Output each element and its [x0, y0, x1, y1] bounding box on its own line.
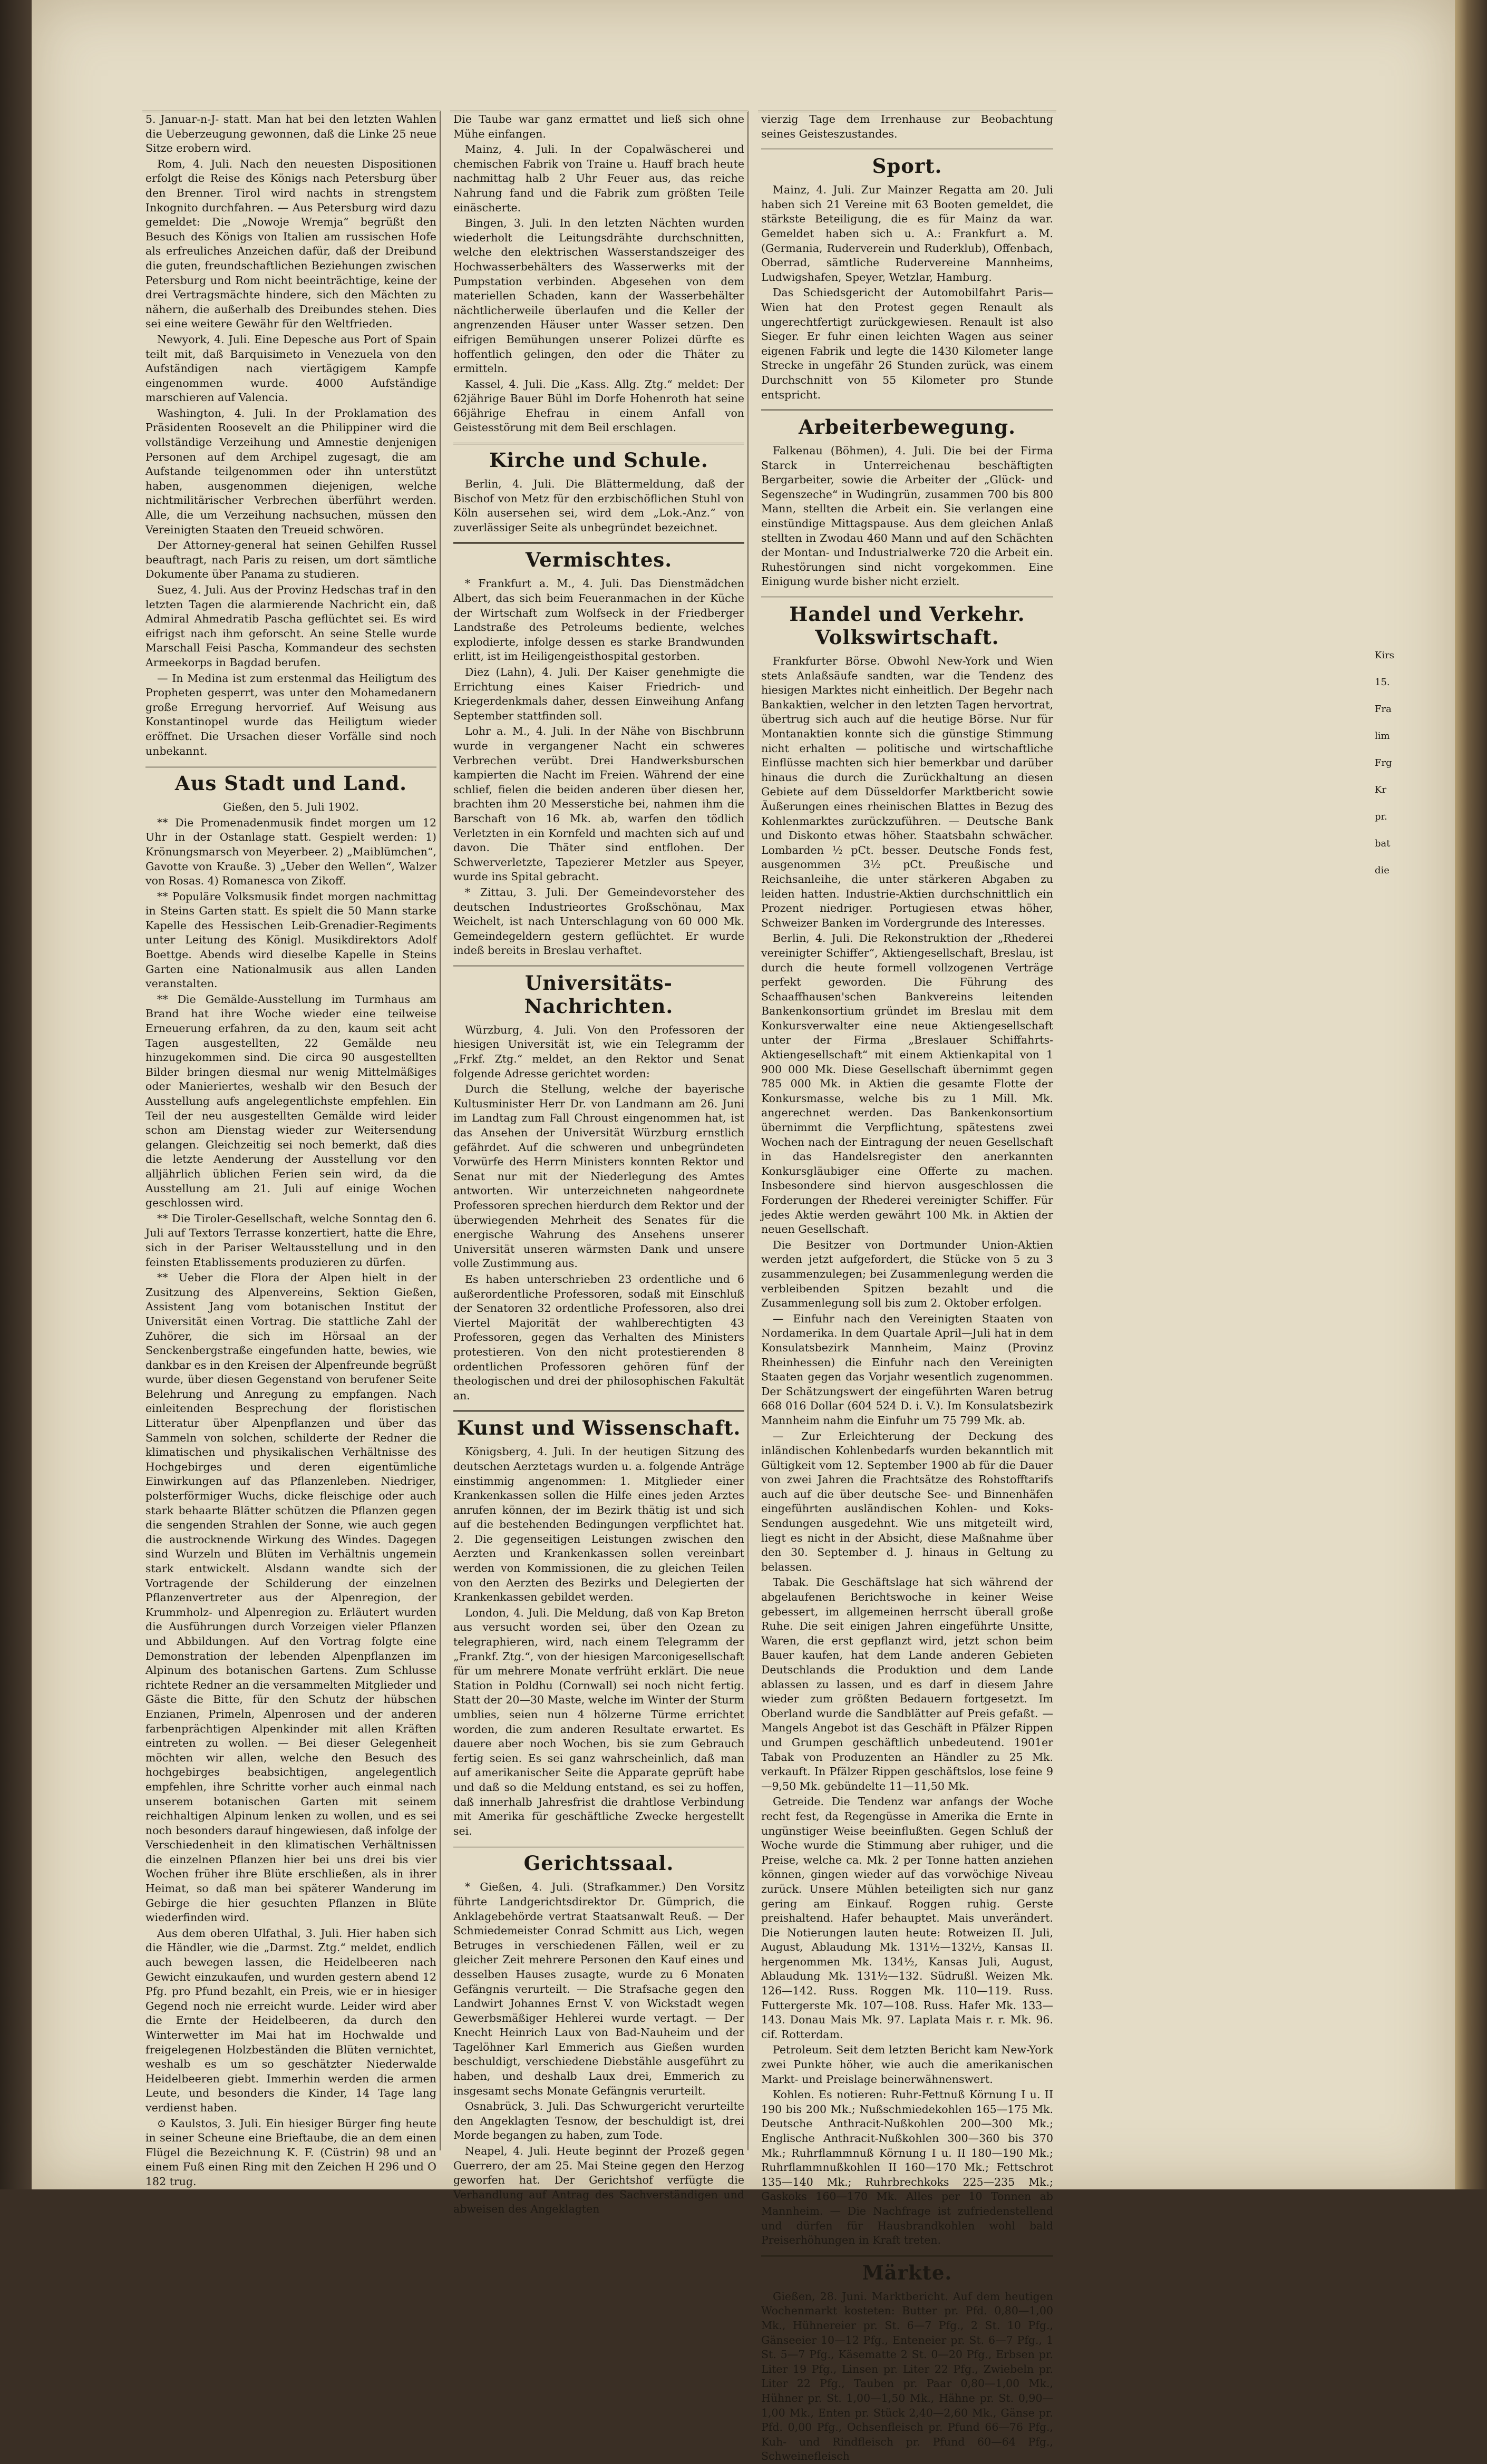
article-paragraph: Aus dem oberen Ulfathal, 3. Juli. Hier haben sich die Händler, wie die „Darmst. Ztg.“ meldet, endlich auch bewegen lassen, die Heidelbeeren nach Gewicht einzukaufen, und wurden gestern abend 12 Pfg. pro Pfund bezahlt, ein Preis, wie er in hiesiger Gegend noch nie erreicht wurde. Leider wird aber die Ernte der Heidelbeeren, da durch den Winterwetter im Mai hat im Hochwalde und freigelegenen Holzbeständen die Blüten vernichtet, weshalb es um so geschätzter Niederwalde Heidelbeeren giebt. Immerhin werden die armen Leute, und besonders die Kinder, 14 Tage lang verdienst haben. [145, 1926, 436, 2114]
article-paragraph: Königsberg, 4. Juli. In der heutigen Sitzung des deutschen Aerztetags wurden u. a. folgende Anträge einstimmig angenommen: 1. Mitglieder einer Krankenkassen sollen die Hilfe eines jeden Arztes anrufen können, der im Bezirk thätig ist und sich auf die bestehenden Bedingungen verpflichtet hat. 2. Die gegenseitigen Leistungen zwischen den Aerzten und Krankenkassen sollen vereinbart werden von Kommissionen, die zu gleichen Teilen von den Aerzten des Bezirks und Delegierten der Krankenkassen gebildet werden. [453, 1445, 744, 1604]
article-paragraph: Diez (Lahn), 4. Juli. Der Kaiser genehmigte die Errichtung eines Kaiser Friedrich- und Kriegerdenkmals daher, dessen Einweihung Anfang September stattfinden soll. [453, 666, 744, 722]
article-paragraph: Frankfurter Börse. Obwohl New-York und Wien stets Anlaßsäufe sandten, war die Tendenz des hiesigen Marktes nicht einheitlich. Der Begehr nach Bankaktien, welcher in den letzten Tagen hervortrat, übertrug sich auch auf die heutige Börse. Nur für Montanaktien konnte sich die günstige Stimmung nicht erhalten — politische und wirtschaftliche Einflüsse machten sich hier bemerkbar und darüber hinaus die durch die Zurückhaltung an diesen Gebiete auf dem Düsseldorfer Marktbericht sowie Äußerungen eines rheinischen Blattes in Bezug des Kohlenmarktes zurückzuführen. — Deutsche Bank und Diskonto etwas höher. Staatsbahn schwächer. Lombarden ½ pCt. besser. Deutsche Fonds fest, ausgenommen 3½ pCt. Preußische und Reichsanleihe, die unter stärkeren Abgaben zu leiden hatten. Industrie-Aktien durchschnittlich ein Prozent niedriger. Portugiesen etwas höher, Schweizer Banken im Vordergrunde des Interesses. [761, 655, 1053, 929]
dateline: Gießen, den 5. Juli 1902. [223, 801, 359, 814]
column-2 [450, 111, 749, 2216]
article-paragraph: — In Medina ist zum erstenmal das Heiligtum des Propheten gesperrt, was unter den Mohamedanern große Erregung hervorrief. Auf Weisung aus Konstantinopel wurde das Heiligtum wieder eröffnet. Die Ursachen dieser Vorfälle sind noch unbekannt. [145, 671, 436, 757]
article-paragraph: Berlin, 4. Juli. Die Blättermeldung, daß der Bischof von Metz für den erzbischöflichen Stuhl von Köln ausersehen sei, wird dem „Lok.-Anz.“ von zuverlässiger Seite als unbegründet bezeichnet. [453, 478, 744, 534]
article-paragraph: Tabak. Die Geschäftslage hat sich während der abgelaufenen Berichtswoche in keiner Weise gebessert, im allgemeinen herrscht überall große Ruhe. Die seit einigen Jahren eingeführte Unsitte, Waren, die erst gepflanzt wird, jetzt schon beim Bauer kaufen, hat dem Lande anderen Gebieten Deutschlands die Produktion und dem Lande ablassen zu lassen, und es darf in diesem Jahre wieder zum größten Bedauern fortgesetzt. Im Oberland wurde die Sandblätter auf Preis gefaßt. — Mangels Angebot ist das Geschäft in Pfälzer Rippen und Grumpen geschäftlich unbedeutend. 1901er Tabak von Produzenten an Händler zu 25 Mk. verkauft. In Pfälzer Rippen geschäftslos, lose feine 9—9,50 Mk. gebündelte 11—11,50 Mk. [761, 1576, 1053, 1793]
article-paragraph: — Einfuhr nach den Vereinigten Staaten von Nordamerika. In dem Quartale April—Juli hat in dem Konsulatsbezirk Mannheim, Mainz (Provinz Rheinhessen) die Einfuhr nach den Vereinigten Staaten gegen das Vorjahr wesentlich zugenommen. Der Schätzungswert der eingeführten Waren betrug 668 016 Dollar (604 524 D. i. V.). Im Konsulatsbezirk Mannheim nahm die Einfuhr um 75 799 Mk. ab. [761, 1312, 1053, 1427]
fragment-text: Frg [1375, 757, 1392, 768]
article-paragraph: * Frankfurt a. M., 4. Juli. Das Dienstmädchen Albert, das sich beim Feueranmachen in der Küche der Wirtschaft zum Wolfseck in der Friedberger Landstraße des Petroleums bediente, welches explodierte, infolge dessen es starke Brandwunden erlitt, ist im Heiligengeisthospital gestorben. [453, 577, 744, 663]
fragment-text: lim [1375, 731, 1390, 742]
article-paragraph: Mainz, 4. Juli. Zur Mainzer Regatta am 20. Juli haben sich 21 Vereine mit 63 Booten gemeldet, die stärkste Beteiligung, die es für Mainz da war. Gemeldet haben sich u. A.: Frankfurt a. M. (Germania, Ruderverein und Ruderklub), Offenbach, Oberrad, sämtliche Rudervereine Mannheims, Ludwigshafen, Speyer, Wetzlar, Hamburg. [761, 183, 1053, 284]
article-paragraph: ** Die Promenadenmusik findet morgen um 12 Uhr in der Ostanlage statt. Gespielt werden: 1) Krönungsmarsch von Meyerbeer. 2) „Maiblümchen“, Gavotte von Krauße. 3) „Ueber den Wellen“, Walzer von Rosas. 4) Romanesca von Zikoff. [145, 816, 436, 888]
article-paragraph: Rom, 4. Juli. Nach den neuesten Dispositionen erfolgt die Reise des Königs nach Petersburg über den Brenner. Tirol wird nachts in strengstem Inkognito durchfahren. — Aus Petersburg wird dazu gemeldet: Die „Nowoje Wremja“ begrüßt den Besuch des Königs von Italien am russischen Hofe als erfreuliches Anzeichen dafür, daß der Dreibund die guten, freundschaftlichen Beziehungen zwischen Petersburg und Rom nicht beeinträchtige, keine der drei Vertragsmächte hindere, sich den Mächten zu nähern, die außerhalb des Dreibundes stehen. Dies sei eine weitere Gewähr für den Weltfrieden. [145, 157, 436, 330]
fragment-text: die [1375, 865, 1389, 876]
next-page-fragments [1375, 648, 1406, 878]
article-paragraph: Osnabrück, 3. Juli. Das Schwurgericht verurteilte den Angeklagten Tesnow, der beschuldigt ist, drei Morde begangen zu haben, zum Tode. [453, 2100, 744, 2142]
article-paragraph: Würzburg, 4. Juli. Von den Professoren der hiesigen Universität ist, wie ein Telegramm der „Frkf. Ztg.“ meldet, an den Rektor und Senat folgende Adresse gerichtet worden: [453, 1023, 744, 1080]
article-paragraph: Newyork, 4. Juli. Eine Depesche aus Port of Spain teilt mit, daß Barquisimeto in Venezuela von den Aufständigen nach viertägigem Kampfe eingenommen wurde. 4000 Aufständige marschieren auf Valencia. [145, 333, 436, 404]
fragment-text: Kirs [1375, 650, 1395, 661]
article-paragraph: Der Attorney-general hat seinen Gehilfen Russel beauftragt, nach Paris zu reisen, um dort sämtliche Dokumente über Panama zu studieren. [145, 539, 436, 581]
binding-edge-left [0, 0, 32, 2189]
article-paragraph: — Zur Erleichterung der Deckung des inländischen Kohlenbedarfs wurden bekanntlich mit Gültigkeit vom 12. September 1900 ab für die Dauer von zwei Jahren die Frachtsätze des Rohstofftarifs auch auf die über deutsche See- und Binnenhäfen eingeführten ausländischen Kohlen- und Koks-Sendungen ausgedehnt. Wie uns mitgeteilt wird, liegt es nicht in der Absicht, diese Maßnahme über den 30. September d. J. hinaus in Geltung zu belassen. [761, 1429, 1053, 1573]
article-paragraph: * Gießen, 4. Juli. (Strafkammer.) Den Vorsitz führte Landgerichtsdirektor Dr. Gümprich, die Anklagebehörde vertrat Staatsanwalt Reuß. — Der Schmiedemeister Conrad Schmitt aus Lich, wegen Betruges in verschiedenen Fällen, weil er zu gleicher Zeit mehrere Personen den Kauf eines und desselben Hauses zusagte, wurde zu 6 Monaten Gefängnis verurteilt. — Die Strafsache gegen den Landwirt Johannes Ernst V. von Wickstadt wegen Gewerbsmäßiger Hehlerei wurde vertagt. — Der Knecht Heinrich Laux von Bad-Nauheim und der Tagelöhner Karl Emmerich aus Gießen wurden beschuldigt, verschiedene Diebstähle ausgeführt zu haben, und deshalb Laux drei, Emmerich zu insgesamt sechs Monate Gefängnis verurteilt. [453, 1881, 744, 2097]
article-paragraph: Mainz, 4. Juli. In der Copalwäscherei und chemischen Fabrik von Traine u. Hauff brach heute nachmittag halb 2 Uhr Feuer aus, das reiche Nahrung fand und die Fabrik zum größten Teile einäscherte. [453, 143, 744, 214]
article-paragraph: Lohr a. M., 4. Juli. In der Nähe von Bischbrunn wurde in vergangener Nacht ein schweres Verbrechen verübt. Drei Handwerksburschen kampierten die Nacht im Freien. Während der eine schlief, fielen die beiden anderen über diesen her, brachten ihm 20 Messerstiche bei, nahmen ihm die Barschaft von 16 Mk. ab, warfen den tödlich Verletzten in ein Kornfeld und machten sich auf und davon. Die Thäter sind entflohen. Der Schwerverletzte, Tapezierer Metzler aus Speyer, wurde ins Spital gebracht. [453, 725, 744, 883]
section-heading-kirche-und-schule: Kirche und Schule. [453, 443, 744, 472]
fragment-text: bat [1375, 838, 1391, 849]
article-paragraph: ** Populäre Volksmusik findet morgen nachmittag in Steins Garten statt. Es spielt die 50 Mann starke Kapelle des Hessischen Leib-Grenadier-Regiments unter Leitung des Königl. Musikdirektors Adolf Boettge. Abends wird dieselbe Kapelle in Steins Garten eine Nationalmusik aus allen Landen veranstalten. [145, 890, 436, 990]
section-heading-stadt-und-land: Aus Stadt und Land. [145, 766, 436, 795]
article-paragraph: Washington, 4. Juli. In der Proklamation des Präsidenten Roosevelt an die Philippiner wird die vollständige Verzeihung und Amnestie denjenigen Personen auf dem Archipel zugesagt, die am Aufstande teilgenommen oder ihn unterstützt haben, ausgenommen diejenigen, welche nichtmilitärischer Verbrechen überführt werden. Alle, die um Verzeihung nachsuchen, müssen den Vereinigten Staaten den Treueid schwören. [145, 406, 436, 536]
article-paragraph: Die Taube war ganz ermattet und ließ sich ohne Mühe einfangen. [453, 113, 744, 140]
article-paragraph: Getreide. Die Tendenz war anfangs der Woche recht fest, da Regengüsse in Amerika die Ernte in ungünstiger Weise beeinflußten. Gegen Schluß der Woche wurde die Stimmung aber ruhiger, und die Preise, welche ca. Mk. 2 per Tonne hatten anziehen können, gingen wieder auf das vorwöchige Niveau zurück. Unsere Mühlen beteiligten sich nur ganz gering am Einkauf. Roggen ruhig. Gerste preishaltend. Hafer behauptet. Mais unverändert. Die Notierungen lauten heute: Rotweizen II. Juli, August, Ablaudung Mk. 131½—132½, Kansas II. hergenommen Mk. 134½, Kansas Juli, August, Ablaudung Mk. 131½—132. Südrußl. Weizen Mk. 126—142. Russ. Roggen Mk. 110—119. Russ. Futtergerste Mk. 107—108. Russ. Hafer Mk. 133—143. Donau Mais Mk. 97. Laplata Mais r. r. Mk. 96. cif. Rotterdam. [761, 1795, 1053, 2041]
article-paragraph: Neapel, 4. Juli. Heute beginnt der Prozeß gegen Guerrero, der am 25. Mai Steine gegen den Herzog geworfen hat. Der Gerichtshof verfügte die Verhandlung auf Antrag des Sachverständigen und abweisen des Angeklagten [453, 2145, 744, 2216]
article-paragraph: Es haben unterschrieben 23 ordentliche und 6 außerordentliche Professoren, sodaß mit Einschluß der Senatoren 32 ordentliche Professoren, also drei Viertel Majorität der wahlberechtigten 43 Professoren, gegen das Verhalten des Ministers protestieren. Von den nicht protestierenden 8 ordentlichen Professoren gehören fünf der theologischen und drei der philosophischen Fakultät an. [453, 1272, 744, 1402]
section-heading-universitaets-nachrichten: Universitäts-Nachrichten. [453, 966, 744, 1018]
section-heading-maerkte: Märkte. [761, 2255, 1053, 2284]
article-paragraph: * Zittau, 3. Juli. Der Gemeindevorsteher des deutschen Industrieortes Großschönau, Max Weichelt, ist nach Unterschlagung von 60 000 Mk. Gemeindegeldern gestern geflüchtet. Er wurde indeß bereits in Breslau verhaftet. [453, 885, 744, 957]
section-heading-vermischtes: Vermischtes. [453, 542, 744, 571]
article-paragraph: vierzig Tage dem Irrenhause zur Beobachtung seines Geisteszustandes. [761, 113, 1053, 140]
section-heading-kunst-und-wissenschaft: Kunst und Wissenschaft. [453, 1410, 744, 1439]
article-paragraph: Falkenau (Böhmen), 4. Juli. Die bei der Firma Starck in Unterreichenau beschäftigten Bergarbeiter, sowie die Arbeiter der „Glück- und Segenszeche“ in Wudingrün, zusammen 700 bis 800 Mann, stellten die Arbeit ein. Sie verlangen eine einstündige Mittagspause. Aus dem gleichen Anlaß stellten in Zwodau 460 Mann und auf den Schächten der Montan- und Industrialwerke 720 die Arbeit ein. Ruhestörungen sind nicht vorgekommen. Eine Einigung wurde bisher nicht erzielt. [761, 444, 1053, 588]
article-paragraph: Kassel, 4. Juli. Die „Kass. Allg. Ztg.“ meldet: Der 62jährige Bauer Bühl im Dorfe Hohenroth hat seine 66jährige Ehefrau in einem Anfall von Geistesstörung mit dem Beil erschlagen. [453, 377, 744, 434]
column-3 [758, 111, 1056, 2463]
article-paragraph: ⊙ Kaulstos, 3. Juli. Ein hiesiger Bürger fing heute in seiner Scheune eine Brieftaube, die an dem einen Flügel die Bezeichnung K. F. (Cüstrin) 98 und an einem Fuß einen Ring mit den Zeichen H 296 und O 182 trug. [145, 2117, 436, 2188]
section-heading-sport: Sport. [761, 149, 1053, 178]
section-heading-gerichtssaal: Gerichtssaal. [453, 1846, 744, 1875]
article-paragraph: ** Die Tiroler-Gesellschaft, welche Sonntag den 6. Juli auf Textors Terrasse konzertiert, hatte die Ehre, sich in der Pariser Weltausstellung und in den feinsten Etablissements produzieren zu dürfen. [145, 1212, 436, 1269]
section-heading-handel-und-verkehr: Handel und Verkehr. Volkswirtschaft. [761, 597, 1053, 649]
article-paragraph: Petroleum. Seit dem letzten Bericht kam New-York zwei Punkte höher, wie auch die amerikanischen Markt- und Preislage beinerwähnenswert. [761, 2043, 1053, 2086]
fragment-text: Fra [1375, 704, 1392, 715]
article-paragraph: Kohlen. Es notieren: Ruhr-Fettnuß Körnung I u. II 190 bis 200 Mk.; Nußschmiedekohlen 165—175 Mk. Deutsche Anthracit-Nußkohlen 200—300 Mk.; Englische Anthracit-Nußkohlen 300—360 bis 370 Mk.; Ruhrflammnuß Körnung I u. II 180—190 Mk.; Ruhrflammnußkohlen II 160—170 Mk.; Fettschrot 135—140 Mk.; Ruhrbrechkoks 225—235 Mk.; Gaskoks 160—170 Mk. Alles per 10 Tonnen ab Mannheim. — Die Nachfrage ist zufriedenstellend und dürfen für Hausbrandkohlen wohl bald Preiserhöhungen in Kraft treten. [761, 2088, 1053, 2247]
fragment-text: Kr [1375, 784, 1387, 795]
adjacent-page-edge [1455, 0, 1487, 2189]
article-paragraph: Die Besitzer von Dortmunder Union-Aktien werden jetzt aufgefordert, die Stücke von 5 zu 3 zusammenzulegen; bei Zusammenlegung werden die verbleibenden Spitzen bezahlt und die Zusammenlegung soll bis zum 2. Oktober erfolgen. [761, 1238, 1053, 1310]
fragment-text: 15. [1375, 677, 1390, 688]
article-paragraph: London, 4. Juli. Die Meldung, daß von Kap Breton aus versucht worden sei, über den Ozean zu telegraphieren, wird, nach einem Telegramm der „Frankf. Ztg.“, von der hiesigen Marconigesellschaft für um mehrere Monate verfrüht erklärt. Die neue Station in Poldhu (Cornwall) sei noch nicht fertig. Statt der 20—30 Maste, welche im Winter der Sturm umblies, seien nun 4 hölzerne Türme errichtet worden, die zum anderen Resultate erwartet. Es dauere aber noch Wochen, bis sie zum Gebrauch fertig seien. Es sei ganz wahrscheinlich, daß man auf amerikanischer Seite die Apparate geprüft habe und daß so die Meldung entstand, es sei zu hoffen, daß innerhalb Jahresfrist die drahtlose Verbindung mit Amerika für geschäftliche Zwecke hergestellt sei. [453, 1606, 744, 1837]
section-heading-arbeiterbewegung: Arbeiterbewegung. [761, 410, 1053, 439]
newspaper-page [142, 111, 1365, 2463]
article-paragraph: Durch die Stellung, welche der bayerische Kultusminister Herr Dr. von Landmann am 26. Juni im Landtag zum Fall Chroust eingenommen hat, ist das Ansehen der Universität Würzburg ernstlich gefährdet. Auf die schweren und unbegründeten Vorwürfe des Herrn Ministers konnten Rektor und Senat nur mit der Niederlegung des Amtes antworten. Wir unterzeichneten nahgeordnete Professoren sprechen hierdurch dem Rektor und der überwiegenden Mehrheit des Senates für die energische Wahrung des Ansehens unserer Universität unseren wärmsten Dank und unsere volle Zustimmung aus. [453, 1083, 744, 1270]
fragment-text: pr. [1375, 811, 1387, 822]
article-paragraph: ** Die Gemälde-Ausstellung im Turmhaus am Brand hat ihre Woche wieder eine teilweise Erneuerung erfahren, da zu den, kaum seit acht Tagen ausgestellten, 22 Gemälde neu hinzugekommen sind. Die circa 90 ausgestellten Bilder bringen diesmal nur wenig Mittelmäßiges oder Manieriertes, weshalb wir den Besuch der Ausstellung aufs angelegentlichste empfehlen. Ein Teil der neu ausgestellten Gemälde wird leider schon am Dienstag wieder zur Weitersendung gelangen. Gleichzeitig sei noch bemerkt, daß dies die letzte Aenderung der Ausstellung vor den alljährlich üblichen Ferien sein wird, da die Ausstellung am 21. Juli auf einige Wochen geschlossen wird. [145, 992, 436, 1210]
article-paragraph: Das Schiedsgericht der Automobilfahrt Paris—Wien hat den Protest gegen Renault als ungerechtfertigt zurückgewiesen. Renault ist also Sieger. Er fuhr einen leichten Wagen aus seiner eigenen Fabrik und legte die 1430 Kilometer lange Strecke in ungefähr 26 Stunden zurück, was einem Durchschnitt von 55 Kilometer pro Stunde entspricht. [761, 286, 1053, 401]
article-paragraph: Suez, 4. Juli. Aus der Provinz Hedschas traf in den letzten Tagen die alarmierende Nachricht ein, daß Admiral Ahmedratib Pascha geflüchtet sei. Es wird eifrigst nach ihm geforscht. An seine Stelle wurde Marschall Feisi Pascha, Kommandeur des sechsten Armeekorps in Bagdad berufen. [145, 583, 436, 669]
article-paragraph: ** Ueber die Flora der Alpen hielt in der Zusitzung des Alpenvereins, Sektion Gießen, Assistent Jang vom botanischen Institut der Universität einen Vortrag. Die stattliche Zahl der Zuhörer, die sich im Hörsaal an der Senckenbergstraße eingefunden hatte, bewies, wie dankbar es in den Kreisen der Alpenfreunde begrüßt wurde, über diesen Gegenstand von berufener Seite Belehrung und Anregung zu empfangen. Nach einleitenden Besprechung der floristischen Litteratur über Alpenpflanzen und über das Sammeln von solchen, schilderte der Redner die klimatischen und physikalischen Verhältnisse des Hochgebirges und deren eigentümliche Einwirkungen auf das Pflanzenleben. Niedriger, polsterförmiger Wuchs, dicke fleischige oder auch stark behaarte Blätter schützen die Pflanzen gegen die sengenden Strahlen der Sonne, wie auch gegen die austrocknende Wirkung des Windes. Dagegen sind Wurzeln und Blüten im Verhältnis ungemein stark entwickelt. Alsdann wandte sich der Vortragende der Schilderung der einzelnen Pflanzenvertreter aus der Alpenregion, der Krummholz- und Alpenregion zu. Erläutert wurden die Ausführungen durch Vorzeigen vieler Pflanzen und Abbildungen. Auf den Vortrag folgte eine Demonstration der lebenden Alpenpflanzen im Alpinum des botanischen Gartens. Zum Schlusse richtete Redner an die versammelten Mitglieder und Gäste die Bitte, für den Schutz der hübschen Enzianen, Primeln, Alpenrosen und der anderen farbenprächtigen Alpenkinder mit allen Kräften eintreten zu wollen. — Bei dieser Gelegenheit möchten wir allen, welche den Besuch des hochgebirges beabsichtigen, angelegentlich empfehlen, ihre Schritte vorher auch einmal nach unserem botanischen Garten mit seinem reichhaltigen Alpinum lenken zu wollen, und es sei noch besonders darauf hingewiesen, daß infolge der Verschiedenheit in den klimatischen Verhältnissen die einzelnen Pflanzen hier bei uns drei bis vier Wochen früher ihre Blüte erschließen, als in ihrer Heimat, so daß man bei späterer Wanderung im Gebirge die hier gesuchten Pflanzen in Blüte wiederfinden wird. [145, 1271, 436, 1924]
article-paragraph: Bingen, 3. Juli. In den letzten Nächten wurden wiederholt die Leitungsdrähte durchschnitten, welche den elektrischen Wasserstandszeiger des Hochwasserbehälters des Wasserwerks mit der Pumpstation verbinden. Abgesehen von dem materiellen Schaden, kann der Wasserbehälter nächtlicherweile überlaufen und die Keller der angrenzenden Häuser unter Wasser setzen. Den eifrigen Bemühungen unserer Polizei dürfte es hoffentlich gelingen, den oder die Thäter zu ermitteln. [453, 217, 744, 375]
column-1 [142, 111, 441, 2188]
article-paragraph: Berlin, 4. Juli. Die Rekonstruktion der „Rhederei vereinigter Schiffer“, Aktiengesellschaft, Breslau, ist durch die heute formell vollzogenen Verträge perfekt geworden. Die Führung des Schaaffhausen'schen Bankvereins leitenden Bankenkonsortium gründet im Breslau mit dem Konkursverwalter eine neue Aktiengesellschaft unter der Firma „Breslauer Schiffahrts-Aktiengesellschaft“ mit einem Aktienkapital von 1 900 000 Mk. Diese Gesellschaft übernimmt gegen 785 000 Mk. in Aktien die gesamte Flotte der Konkursmasse, welche bis zu 1 Mill. Mk. angerechnet werden. Das Bankenkonsortium übernimmt die Verpflichtung, spätestens zwei Wochen nach der Eintragung der neuen Gesellschaft in das Handelsregister den anerkannten Konkursgläubiger eine Offerte zu machen. Insbesondere sind hiervon ausgeschlossen die Forderungen der Rhederei vereinigter Schiffer. Für jedes Aktie werden gewährt 100 Mk. in Aktien der neuen Gesellschaft. [761, 932, 1053, 1236]
article-paragraph: Gießen, 28. Juni. Marktbericht. Auf dem heutigen Wochenmarkt kosteten: Butter pr. Pfd. 0,80—1,00 Mk., Hühnereier pr. St. 6—7 Pfg., 2 St. 10 Pfg., Gänseeier 10—12 Pfg., Enteneier pr. St. 6—7 Pfg., 1 St. 5—7 Pfg., Käsematte 2 St. 0—20 Pfg., Erbsen pr. Liter 19 Pfg., Linsen pr. Liter 22 Pfg., Zwiebeln pr. Liter 22 Pfg., Tauben pr. Paar 0,80—1,00 Mk., Hühner pr. St. 1,00—1,50 Mk., Hähne pr. St. 0,90—1,00 Mk., Enten pr. Stück 2,40—2,60 Mk., Gänse pr. Pfd. 0,00 Pfg., Ochsenfleisch pr. Pfund 66—76 Pfg., Kuh- und Rindfleisch pr. Pfund 60—64 Pfg., Schweinefleisch [761, 2290, 1053, 2463]
article-paragraph: 5. Januar-n-J- statt. Man hat bei den letzten Wahlen die Ueberzeugung gewonnen, daß die Linke 25 neue Sitze erobern wird. [145, 113, 436, 155]
